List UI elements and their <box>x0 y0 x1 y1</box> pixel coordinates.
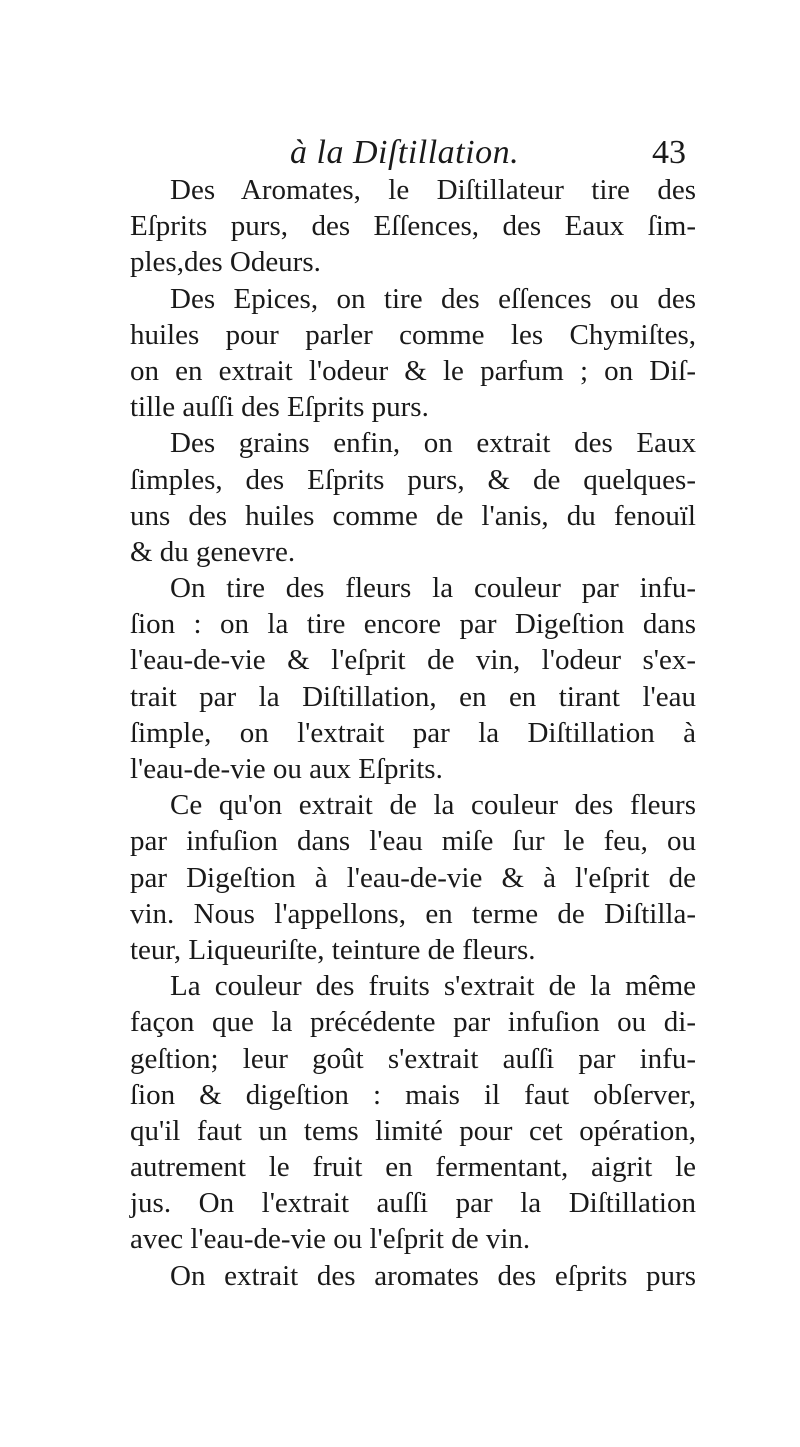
text-line: Des Epices, on tire des eſſences ou des <box>170 282 696 315</box>
text-line: Des Aromates, le Diſtillateur tire des <box>170 174 696 206</box>
page-number: 43 <box>652 134 686 171</box>
text-line: ſimple, on l'extrait par la Diſtillation à <box>130 716 696 749</box>
paragraph <box>130 281 696 426</box>
text-line: façon que la précédente par infuſion ou di- <box>130 1006 696 1039</box>
page-header <box>130 128 690 178</box>
text-line: Ce qu'on extrait de la couleur des fleurs <box>170 789 696 822</box>
text-line: La couleur des fruits s'extrait de la même <box>170 970 696 1003</box>
text-line: l'eau-de-vie & l'eſprit de vin, l'odeur s'ex- <box>130 644 696 677</box>
paragraph <box>130 968 696 1258</box>
text-line: teur, Liqueuriſte, teinture de fleurs. <box>130 933 536 966</box>
text-line: Eſprits purs, des Eſſences, des Eaux ſim- <box>130 210 696 243</box>
text-line: trait par la Diſtillation, en en tirant l'eau <box>130 680 696 713</box>
text-line: & du genevre. <box>130 535 296 568</box>
text-line: autrement le fruit en fermentant, aigrit le <box>130 1151 696 1184</box>
text-line: geſtion; leur goût s'extrait auſſi par infu- <box>130 1042 696 1075</box>
text-line: huiles pour parler comme les Chymiſtes, <box>130 318 696 351</box>
body-text <box>130 172 696 1294</box>
text-line: uns des huiles comme de l'anis, du fenouïl <box>130 499 696 532</box>
paragraph <box>130 425 696 570</box>
text-line: Des grains enfin, on extrait des Eaux <box>170 427 696 460</box>
paragraph <box>130 1258 696 1294</box>
text-line: tille auſſi des Eſprits purs. <box>130 391 429 424</box>
text-line: ſion & digeſtion : mais il faut obſerver, <box>130 1078 696 1111</box>
paragraph <box>130 787 696 968</box>
text-line: On extrait des aromates des eſprits purs <box>170 1259 696 1292</box>
text-line: qu'il faut un tems limité pour cet opération, <box>130 1114 696 1147</box>
text-line: par Digeſtion à l'eau-de-vie & à l'eſprit de <box>130 861 696 894</box>
text-line: par infuſion dans l'eau miſe ſur le feu, ou <box>130 825 696 858</box>
text-line: on en extrait l'odeur & le parfum ; on Diſ- <box>130 354 696 387</box>
text-line: vin. Nous l'appellons, en terme de Diſtilla- <box>130 897 696 930</box>
paragraph <box>130 570 696 787</box>
running-title: à la Diſtillation. <box>290 134 520 171</box>
text-line: ples,des Odeurs. <box>130 246 321 279</box>
paragraph <box>130 172 696 281</box>
text-line: jus. On l'extrait auſſi par la Diſtillation <box>130 1187 696 1220</box>
text-line: On tire des fleurs la couleur par infu- <box>170 572 696 605</box>
text-line: ſimples, des Eſprits purs, & de quelques- <box>130 463 696 496</box>
text-line: ſion : on la tire encore par Digeſtion dans <box>130 608 696 641</box>
text-line: avec l'eau-de-vie ou l'eſprit de vin. <box>130 1223 531 1256</box>
text-line: l'eau-de-vie ou aux Eſprits. <box>130 753 443 785</box>
